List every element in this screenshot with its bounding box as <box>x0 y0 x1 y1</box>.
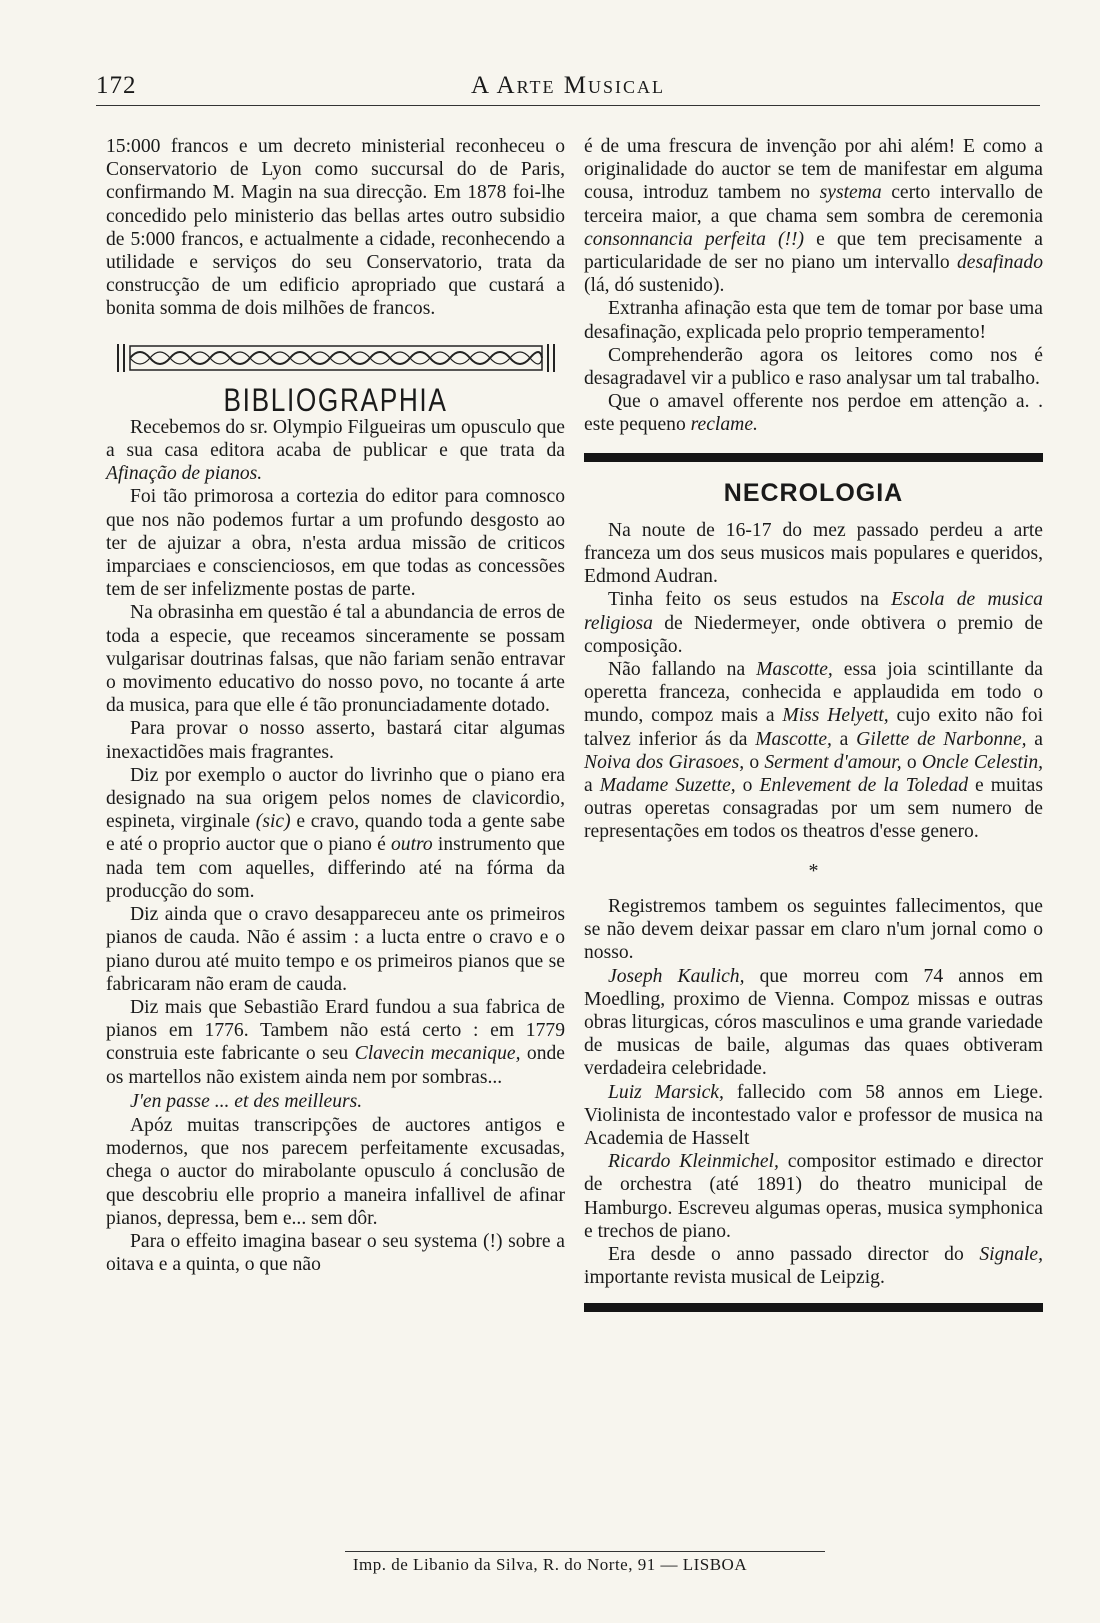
paragraph: Comprehenderão agora os leitores como nos é desagradavel vir a publico e raso analysar um tal trabalho. <box>584 344 1043 390</box>
paragraph: Extranha afinação esta que tem de tomar por base uma desafinação, explicada pelo proprio temperamento! <box>584 298 1043 343</box>
ornamental-divider <box>106 339 565 377</box>
paragraph: Na obrasinha em questão é tal a abundancia de erros de toda a especie, que receamos sinceramente se possam vulgarisar doutrinas falsas, que não fariam senão entravar o movimento educativo do nosso povo, no tocante á arte da musica, para que elle é tão pronunciadamente dotado. <box>106 602 565 717</box>
paragraph: Diz ainda que o cravo desappareceu ante os primeiros pianos de cauda. Não é assim : a lucta entre o cravo e o piano durou até muito tempo e os primeiros pianos que se fabricaram não eram de cauda. <box>106 904 565 995</box>
paragraph: Registremos tambem os seguintes fallecimentos, que se não devem deixar passar em claro n'um jornal como o nosso. <box>584 895 1043 964</box>
section-divider-rule <box>584 453 1043 462</box>
section-title-bibliographia: BIBLIOGRAPHIA <box>223 381 448 418</box>
paragraph: Ricardo Kleinmichel, compositor estimado e director de orchestra (até 1891) do theatro municipal de Hamburgo. Escreveu algumas operas, musica symphonica e trechos de piano. <box>584 1151 1043 1242</box>
end-rule <box>584 1303 1043 1312</box>
asterisk-separator: * <box>808 859 819 882</box>
page-number: 172 <box>96 72 137 99</box>
header-rule <box>96 105 1040 106</box>
paragraph: Recebemos do sr. Olympio Filgueiras um opusculo que a sua casa editora acaba de publicar e que trata da Afinação de pianos. <box>106 416 565 485</box>
paragraph: Não fallando na Mascotte, essa joia scintillante da operetta franceza, conhecida e applaudida em todo o mundo, compoz mais a Miss Helyett, cujo exito não foi talvez inferior ás da Mascotte, a Gilette de Narbonne, a Noiva dos Girasoes, o Serment d'amour, o Oncle Celestin, a Madame Suzette, o Enlevement de la Toledad e muitas outras operetas consagradas por um sem numero de representações em todos os theatros d'esse genero. <box>584 659 1044 843</box>
paragraph: Luiz Marsick, fallecido com 58 annos em Liege. Violinista de incontestado valor e professor de musica na Academia de Hasselt <box>584 1081 1043 1149</box>
printer-imprint: Imp. de Libanio da Silva, R. do Norte, 91 — LISBOA <box>352 1555 748 1574</box>
paragraph: Tinha feito os seus estudos na Escola de musica religiosa de Niedermeyer, onde obtivera o premio de composição. <box>584 589 1043 657</box>
paragraph: 15:000 francos e um decreto ministerial reconheceu o Conservatorio de Lyon como succursal do de Paris, confirmando M. Magin na sua direcção. Em 1878 foi-lhe concedido pelo ministerio das bellas artes outro subsidio de 5:000 francos, e actualmente a cidade, reconhecendo a utilidade e serviços do seu Conservatorio, trata da construcção de um edificio apropriado que custará a bonita somma de dois milhões de francos. <box>106 136 565 320</box>
paragraph: Para o effeito imagina basear o seu systema (!) sobre a oitava e a quinta, o que não <box>106 1230 565 1276</box>
paragraph: Que o amavel offerente nos perdoe em attenção a. . este pequeno reclame. <box>584 391 1043 436</box>
paragraph: Na noute de 16-17 do mez passado perdeu a arte franceza um dos seus musicos mais populares e queridos, Edmond Audran. <box>584 519 1043 588</box>
paragraph: Para provar o nosso asserto, bastará citar algumas inexactidões mais fragrantes. <box>106 718 565 763</box>
running-title: A Arte Musical <box>471 72 665 99</box>
paragraph: Joseph Kaulich, que morreu com 74 annos em Moedling, proximo de Vienna. Compoz missas e outras obras liturgicas, córos masculinos e uma grande variedade de musicas de baile, algumas das quaes obtiveram verdadeira celebridade. <box>584 965 1043 1080</box>
quote-line: J'en passe ... et des meilleurs. <box>130 1090 363 1112</box>
paragraph: Diz por exemplo o auctor do livrinho que o piano era designado na sua origem pelos nomes de clavicordio, espineta, virginale (sic) e cravo, quando toda a gente sabe e até o proprio auctor que o piano é outro instrumento que nada tem com aquelles, differindo até na fórma da producção do som. <box>106 764 565 902</box>
page-header <box>96 72 1040 106</box>
right-column <box>584 135 1043 1312</box>
paragraph: é de uma frescura de invenção por ahi além! E como a originalidade do auctor se tem de manifestar em alguma cousa, introduz tambem no systema certo intervallo de terceira maior, a que chama sem sombra de ceremonia consonnancia perfeita (!!) e que tem precisamente a particularidade de ser no piano um intervallo desafinado (lá, dó sustenido). <box>584 136 1043 297</box>
paragraph: Era desde o anno passado director do Signale, importante revista musical de Leipzig. <box>584 1243 1043 1289</box>
paragraph: Foi tão primorosa a cortezia do editor para comnosco que nos não podemos furtar a um profundo desgosto ao ter de ajuizar a obra, n'esta ardua missão de criticos imparciaes e conscienciosos, em que todas as concessões tem de ser infelizmente postas de parte. <box>106 486 565 601</box>
section-title-necrologia: NECROLOGIA <box>723 478 904 507</box>
paragraph: Apóz muitas transcripções de auctores antigos e modernos, que nos parecem perfeitamente excusadas, chega o auctor do mirabolante opusculo á conclusão de que descobriu elle proprio a maneira infallivel de afinar pianos, depressa, bem e... sem dôr. <box>106 1114 565 1229</box>
paragraph: Diz mais que Sebastião Erard fundou a sua fabrica de pianos em 1776. Tambem não está certo : em 1779 construia este fabricante o seu Clavecin mecanique, onde os martellos não existem ainda nem por sombras... <box>106 996 565 1088</box>
footer-rule <box>345 1551 825 1552</box>
left-column <box>106 135 565 1276</box>
